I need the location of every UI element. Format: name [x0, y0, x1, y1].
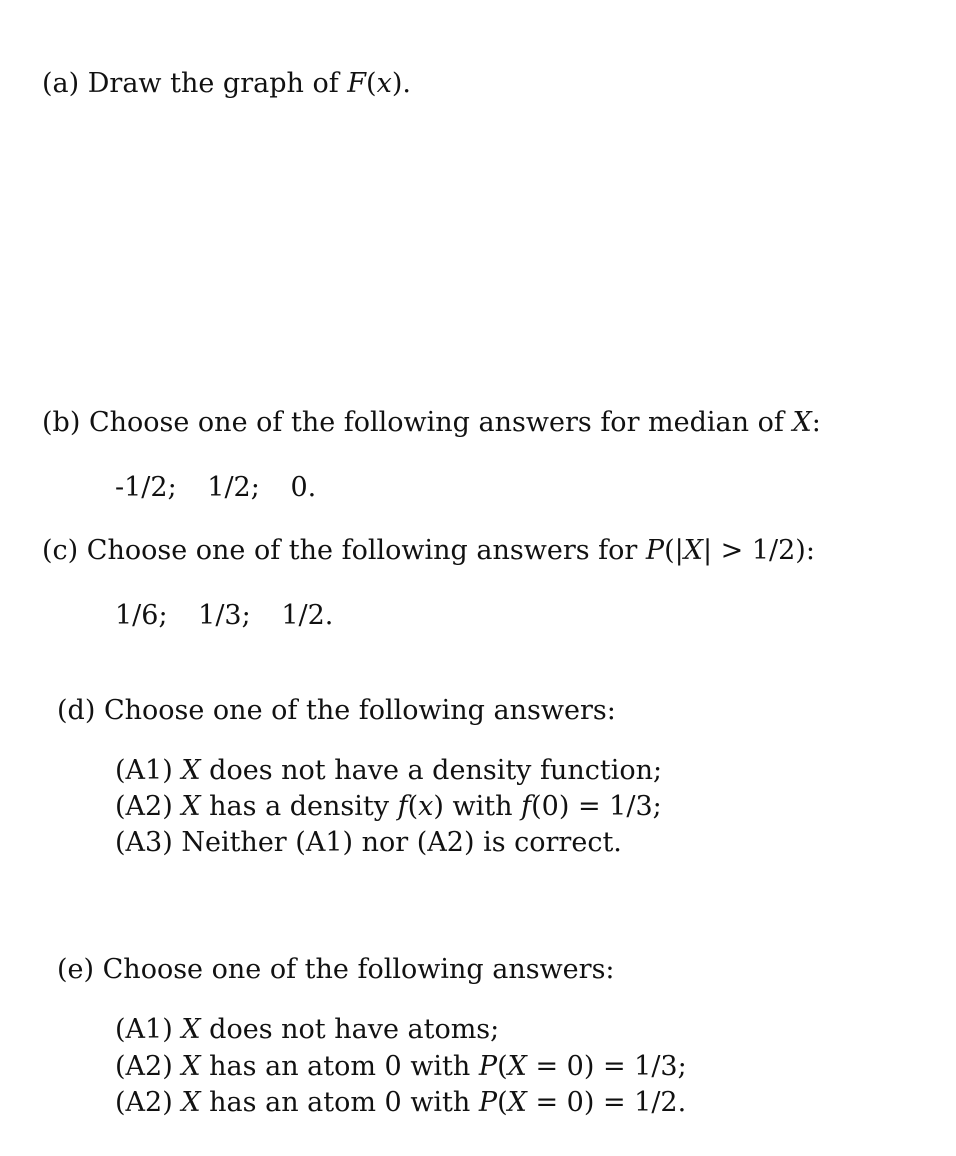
part-b-question [42, 409, 821, 436]
option-tail: = 0) = 1/2. [535, 1087, 687, 1118]
option-with: with [452, 791, 513, 822]
part-b-label: (b) [42, 407, 81, 438]
part-b-colon: : [811, 407, 821, 438]
part-c-text: Choose one of the following answers for [86, 535, 638, 566]
paren-open: ( [497, 1051, 508, 1082]
option-func-var: x [418, 791, 434, 822]
option-tag: (A2) [115, 1051, 173, 1082]
option-inner-var: X [507, 1087, 527, 1118]
part-a-open: ( [366, 68, 377, 99]
part-a-func: F [347, 68, 367, 99]
option-tag: (A3) [115, 827, 173, 858]
part-e-label: (e) [57, 954, 95, 985]
option-text: has an atom 0 with [209, 1087, 471, 1118]
part-c-var: X [683, 535, 703, 566]
part-a-question [42, 70, 411, 97]
part-d-text: Choose one of the following answers: [103, 695, 616, 726]
part-a-label: (a) [42, 68, 80, 99]
paren-open: ( [407, 791, 419, 822]
option-inner-var: X [507, 1051, 527, 1082]
option-text: has an atom 0 with [209, 1051, 471, 1082]
part-d-question [57, 697, 616, 724]
part-d-label: (d) [57, 695, 96, 726]
part-c-prob: P [645, 535, 665, 566]
part-b-text: Choose one of the following answers for median of [88, 407, 784, 438]
option-tail: (0) = 1/3; [531, 791, 662, 822]
part-c-question [42, 537, 815, 564]
part-d-option-a1 [115, 757, 662, 784]
part-e-option-a2 [115, 1053, 687, 1080]
option-var: X [181, 1051, 201, 1082]
option-text: Neither (A1) nor (A2) is correct. [181, 827, 622, 858]
option-prob: P [478, 1051, 498, 1082]
option-var: X [181, 1087, 201, 1118]
part-e-option-a1 [115, 1016, 499, 1043]
paren-close: ) [433, 791, 444, 822]
part-c-expr-left: (| [664, 535, 684, 566]
part-b-choices [115, 474, 316, 501]
part-c-label: (c) [42, 535, 79, 566]
option-text: has a density [209, 791, 390, 822]
part-c-choice-1: 1/6; [115, 600, 168, 631]
option-tail: = 0) = 1/3; [535, 1051, 687, 1082]
part-b-choice-3: 0. [290, 472, 317, 503]
option-prob: P [478, 1087, 498, 1118]
option-tag: (A1) [115, 755, 173, 786]
option-text: does not have a density function; [209, 755, 663, 786]
part-c-choice-3: 1/2. [281, 600, 334, 631]
part-b-choice-1: -1/2; [115, 472, 177, 503]
part-a-text: Draw the graph of [87, 68, 339, 99]
paren-open: ( [497, 1087, 508, 1118]
part-c-choices [115, 602, 333, 629]
part-a-close: ). [391, 68, 411, 99]
part-d-option-a2 [115, 793, 662, 820]
option-tag: (A2) [115, 1087, 173, 1118]
option-text: does not have atoms; [209, 1014, 500, 1045]
part-b-var: X [792, 407, 812, 438]
part-e-text: Choose one of the following answers: [102, 954, 615, 985]
part-b-choice-2: 1/2; [207, 472, 260, 503]
part-c-expr-right: | > 1/2): [702, 535, 815, 566]
option-func: f [397, 791, 408, 822]
option-var: X [181, 755, 201, 786]
part-e-question [57, 956, 615, 983]
part-c-choice-2: 1/3; [198, 600, 251, 631]
part-d-option-a3 [115, 829, 622, 856]
part-a-var: x [376, 68, 392, 99]
option-var: X [181, 791, 201, 822]
option-tag: (A2) [115, 791, 173, 822]
option-func-2: f [521, 791, 532, 822]
option-var: X [181, 1014, 201, 1045]
part-e-option-a2-alt [115, 1089, 686, 1116]
option-tag: (A1) [115, 1014, 173, 1045]
